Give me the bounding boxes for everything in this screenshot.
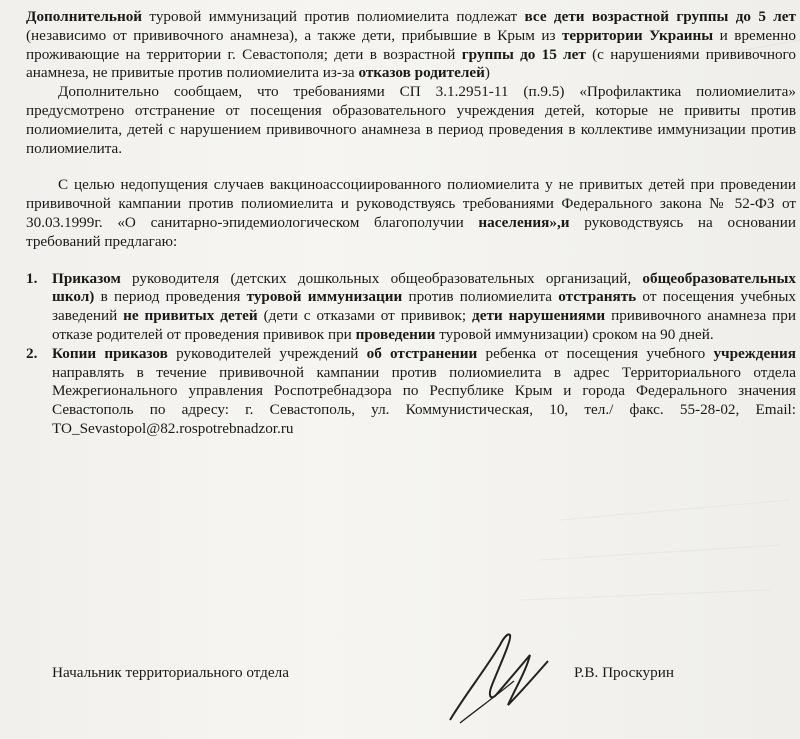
list-item-segment: руководителя (детских дошкольных общеобразовательных организаций,	[120, 269, 643, 287]
signature-row	[52, 664, 772, 688]
list-item-segment: об отстранении	[366, 344, 478, 362]
paragraph-1-segment: группы до 15 лет	[461, 45, 586, 63]
list-item-segment: Копии приказов	[52, 344, 168, 362]
paragraph-1-segment: и временно проживающие на территории г. Севастополя; дети в возрастной	[26, 26, 796, 63]
list-item-segment: туровой иммунизации) сроком на 90 дней.	[435, 325, 714, 343]
paragraph-1-segment: отказов родителей	[358, 64, 485, 82]
list-item-segment: дети нарушениями	[472, 307, 606, 325]
paragraph-1	[26, 8, 796, 83]
list-item-segment: в период проведения	[94, 288, 247, 306]
list-item-segment: проведении	[355, 325, 436, 343]
list-item-segment: туровой иммунизации	[246, 288, 403, 306]
list-item	[26, 345, 796, 439]
document-body	[26, 8, 796, 439]
paragraph-1-segment: (с нарушениями прививочного анамнеза, не привитые против полиомиелита из-за	[26, 45, 796, 82]
signature-name: Р.В. Проскурин	[574, 664, 674, 681]
paragraph-3-segment: С целью недопущения случаев вакциноассоциированного полиомиелита у не привитых детей при проведении прививочной кампании против полиомиелита и руководствуясь требованиями Федерального закона № 52-ФЗ от 30.03.1999г. «О санитарно-эпидемиологическом благополучии	[26, 176, 796, 231]
paragraph-3-segment: руководствуясь на основании требований предлагаю:	[26, 213, 797, 250]
paragraph-1-segment: туровой иммунизаций против полиомиелита подлежат	[142, 8, 525, 25]
list-item-segment: учреждения	[713, 344, 796, 362]
list-item-segment: Приказом	[52, 269, 121, 287]
list-item-segment: от посещения учебных заведений	[52, 288, 796, 325]
paragraph-3	[26, 176, 796, 251]
list-item-segment: отстранять	[558, 288, 637, 306]
list-item-segment: против полиомиелита	[402, 288, 559, 306]
signature-title: Начальник территориального отдела	[52, 664, 289, 681]
paragraph-1-segment: все дети возрастной группы до 5 лет	[524, 8, 796, 25]
paragraph-1-segment: (независимо от прививочного анамнеза), а также дети, прибывшие в Крым из	[26, 26, 562, 44]
paragraph-3-segment: населения»,и	[478, 213, 570, 231]
list-item-number: 1.	[26, 269, 38, 287]
list-item-segment: прививочного анамнеза при отказе родителей от проведения прививок при	[52, 307, 796, 343]
list-item-segment: не привитых детей	[123, 307, 258, 325]
list-item	[26, 270, 796, 345]
list-item-segment: руководителей учреждений	[167, 344, 367, 362]
list-item-segment: ребенка от посещения учебного	[477, 344, 714, 362]
paragraph-1-segment: Дополнительной	[26, 8, 143, 25]
list-item-segment: направлять в течение прививочной кампании против полиомиелита в адрес Территориального отдела Межрегионального управления Роспотребнадзора по Республике Крым и города Федерального значения Севастополь по адресу: г. Севастополь, ул. Коммунистическая, 10, тел./ факс. 55-28-02, Email: TO_Sevastopol@82.rospotrebnadzor.ru	[52, 363, 796, 437]
list-item-segment: общеобразовательных школ)	[52, 269, 796, 306]
paragraph-1-segment: территории Украины	[561, 26, 714, 44]
paragraph-2: Дополнительно сообщаем, что требованиями СП 3.1.2951-11 (п.9.5) «Профилактика полиомиелита» предусмотрено отстранение от посещения образовательного учреждения детей, которые не привиты против полиомиелита, детей с нарушением прививочного анамнеза в период проведения в коллективе иммунизации против полиомиелита.	[26, 83, 796, 157]
list-item-number: 2.	[26, 344, 38, 362]
numbered-list	[26, 270, 796, 439]
list-item-segment: (дети с отказами от прививок;	[257, 307, 473, 325]
paragraph-1-segment: )	[484, 64, 490, 82]
